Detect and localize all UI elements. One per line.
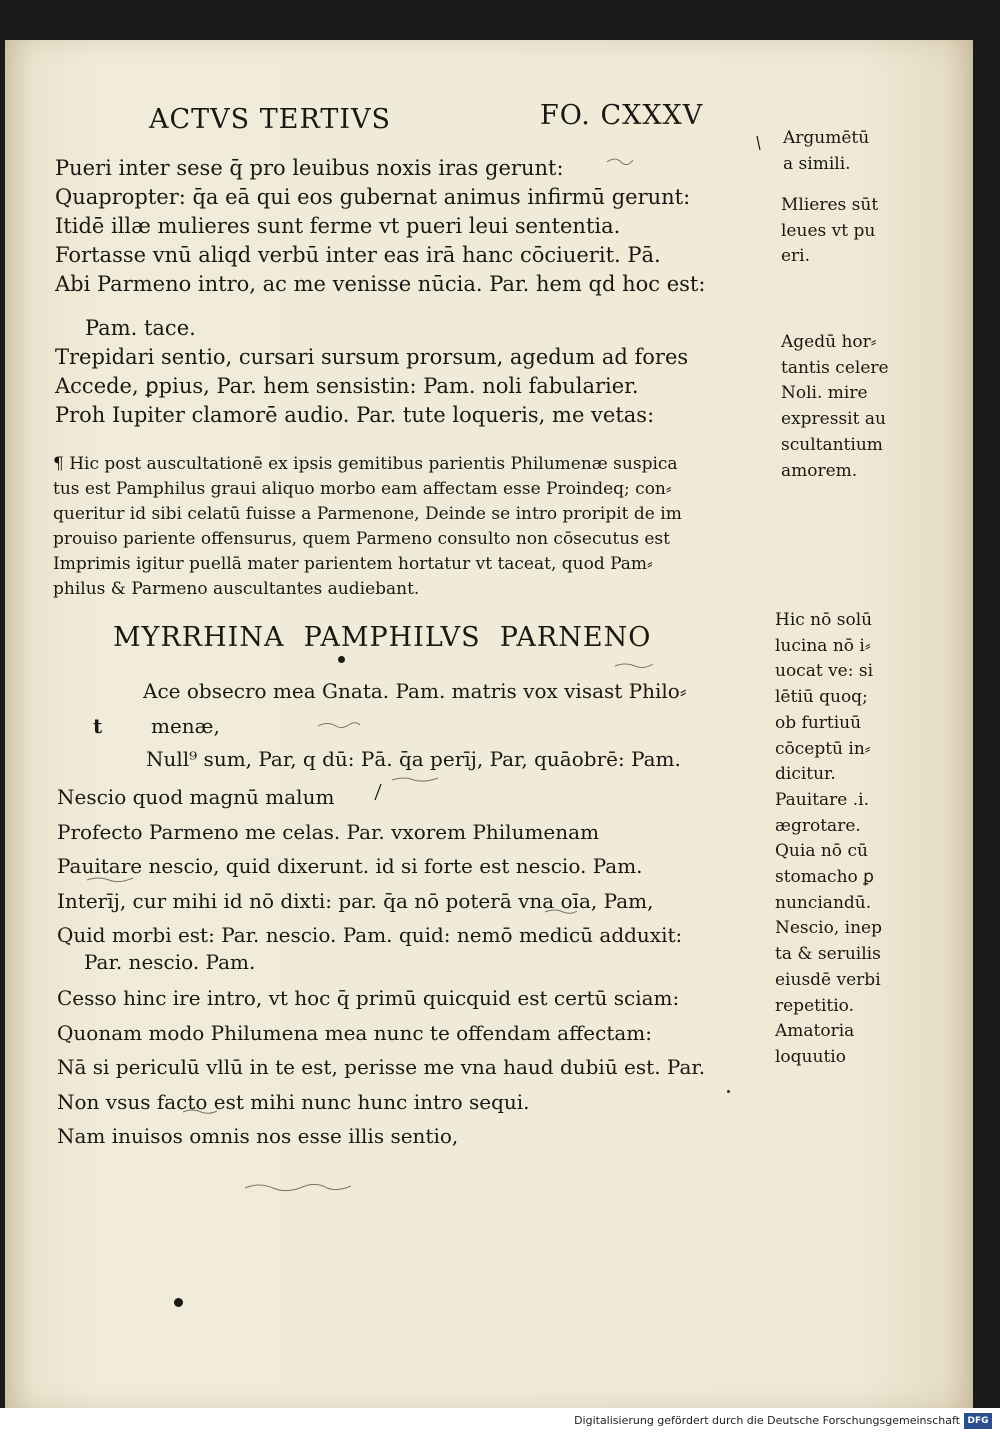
margin-note-line: repetitio. (775, 995, 855, 1016)
margin-note-line: stomacho ꝑ (775, 867, 874, 888)
scene-bullet-dot (338, 656, 345, 663)
speech-line: Nam inuisos omnis nos esse illis sentio, (57, 1124, 459, 1148)
margin-note-line: eiusdē verbi (775, 969, 881, 990)
verse-line: Accede, ꝑpius, Par. hem sensistin: Pam. noli fabularier. (55, 374, 639, 398)
pencil-mark (757, 136, 760, 150)
book-page (5, 40, 973, 1408)
ink-spot (727, 1090, 730, 1093)
margin-note-line: lētiū quoq; (775, 687, 868, 708)
commentary-line: philus & Parmeno auscultantes audiebant. (53, 579, 420, 599)
margin-note-line: Amatoria (775, 1021, 855, 1042)
margin-note-1 (783, 126, 869, 177)
margin-note-line: Argumētū (783, 128, 870, 148)
speech-line: Non vsus facto est mihi nunc hunc intro sequi. (57, 1089, 530, 1114)
margin-note-line: loquutio (775, 1046, 846, 1067)
speech-line: Quid morbi est: Par. nescio. Pam. quid: nemō medicū adduxit: (57, 923, 683, 947)
speech-block-2 (57, 981, 705, 1154)
pencil-mark (245, 1184, 351, 1190)
margin-note-line: eri. (781, 246, 811, 267)
verse-line: Itidē illæ mulieres sunt ferme vt pueri leui sententia. (55, 214, 621, 238)
speech-indent-line: Par. nescio. Pam. (84, 950, 256, 974)
initial-letter: A (143, 679, 158, 703)
folio-number: FO. CXXXV (540, 100, 704, 131)
margin-note-line: scultantium (781, 434, 883, 455)
speech-text: ce obsecro mea Gnata. Pam. matris vox visast Philo⸗ (157, 679, 687, 703)
margin-note-line: ægrotare. (775, 815, 861, 836)
commentary-line: ¶ Hic post auscultationē ex ipsis gemitibus parientis Philumenæ suspica (53, 454, 678, 474)
speech-line: Cesso hinc ire intro, vt hoc q̄ primū quicquid est certū sciam: (57, 986, 680, 1010)
margin-note-line: uocat ve: si (775, 661, 874, 682)
margin-note-line: Quia nō cū (775, 841, 868, 862)
speech-line: Quonam modo Philumena mea nunc te offendam affectam: (57, 1020, 652, 1045)
margin-note-line: a simili. (783, 153, 851, 174)
margin-note-line: Noli. mire (781, 383, 868, 404)
running-head-title: ACTVS TERTIVS (149, 104, 391, 135)
margin-note-line: Hic nō solū (775, 610, 873, 630)
pencil-mark (318, 723, 360, 728)
margin-note-line: Agedū hor⸗ (781, 332, 877, 352)
dfg-logo: DFG (964, 1413, 992, 1429)
speech-block (57, 780, 682, 953)
verse-line: Fortasse vnū aliqd verbū inter eas irā hanc cōciuerit. Pā. (55, 243, 661, 267)
footer-credit: Digitalisierung gefördert durch die Deutsche Forschungsgemeinschaft (574, 1414, 960, 1427)
verse-line: Trepidari sentio, cursari sursum prorsum, agedum ad fores (55, 345, 689, 369)
margin-note-line: amorem. (781, 460, 858, 481)
margin-note-line: lucina nō i⸗ (775, 635, 871, 656)
margin-note-line: tantis celere (781, 357, 889, 378)
speech-line: Pauitare nescio, quid dixerunt. id si forte est nescio. Pam. (57, 854, 643, 878)
verse-line: Proh Iupiter clamorē audio. Par. tute loqueris, me vetas: (55, 403, 655, 427)
verse-line: Quapropter: q̄a eā qui eos gubernat animus infirmū gerunt: (55, 185, 691, 209)
speech-first-line (143, 676, 687, 707)
speech-line-2: Null⁹ sum, Par, q dū: Pā. q̄a perīj, Par, quāobrē: Pam. (146, 747, 681, 771)
commentary-line: queritur id sibi celatū fuisse a Parmenone, Deinde se intro proripit de im (53, 504, 682, 524)
margin-note-line: Nescio, inep (775, 918, 882, 939)
commentary-line: Imprimis igitur puellā mater parientem hortatur vt taceat, quod Pam⸗ (53, 554, 653, 574)
margin-note-line: ta & seruilis (775, 944, 881, 965)
margin-note-line: nunciandū. (775, 892, 872, 913)
speech-first-cont: menæ, (151, 714, 220, 738)
ink-spot (174, 1298, 183, 1307)
verse-block-2 (55, 343, 688, 430)
verse-indent-line: Pam. tace. (85, 316, 196, 340)
commentary-line: prouiso pariente offensurus, quem Parmeno consulto non cōsecutus est (53, 529, 670, 549)
margin-note-3 (781, 330, 889, 484)
pencil-mark (615, 664, 653, 668)
speech-line: Nescio quod magnū malum (57, 785, 335, 809)
margin-note-line: cōceptū in⸗ (775, 738, 871, 759)
speech-line: Profecto Parmeno me celas. Par. vxorem Philumenam (57, 819, 600, 844)
margin-note-2 (781, 193, 878, 270)
speech-line: Interīj, cur mihi id nō dixti: par. q̄a nō poterā vna oīa, Pam, (57, 888, 654, 913)
margin-initial-t: t (93, 714, 103, 738)
scene-heading: MYRRHINA PAMPHILVS PARNENO (113, 622, 652, 653)
commentary-line: tus est Pamphilus graui aliquo morbo eam affectam esse Proindeq; con⸗ (53, 479, 672, 499)
verse-block-1 (55, 154, 705, 299)
margin-note-line: Pauitare .i. (775, 789, 869, 810)
speech-line: Nā si periculū vllū in te est, perisse me vna haud dubiū est. Par. (57, 1055, 706, 1079)
margin-note-line: dicitur. (775, 764, 836, 785)
verse-line: Pueri inter sese q̄ pro leuibus noxis iras gerunt: (55, 156, 564, 180)
margin-note-line: ob furtiuū (775, 712, 862, 733)
margin-note-line: leues vt pu (781, 220, 876, 241)
margin-note-line: expressit au (781, 409, 886, 430)
margin-note-4 (775, 608, 882, 1071)
verse-line: Abi Parmeno intro, ac me venisse nūcia. Par. hem qd hoc est: (55, 272, 706, 296)
margin-note-line: Mlieres sūt (781, 195, 879, 215)
footer-bar (0, 1408, 1000, 1436)
commentary-paragraph (53, 452, 682, 602)
